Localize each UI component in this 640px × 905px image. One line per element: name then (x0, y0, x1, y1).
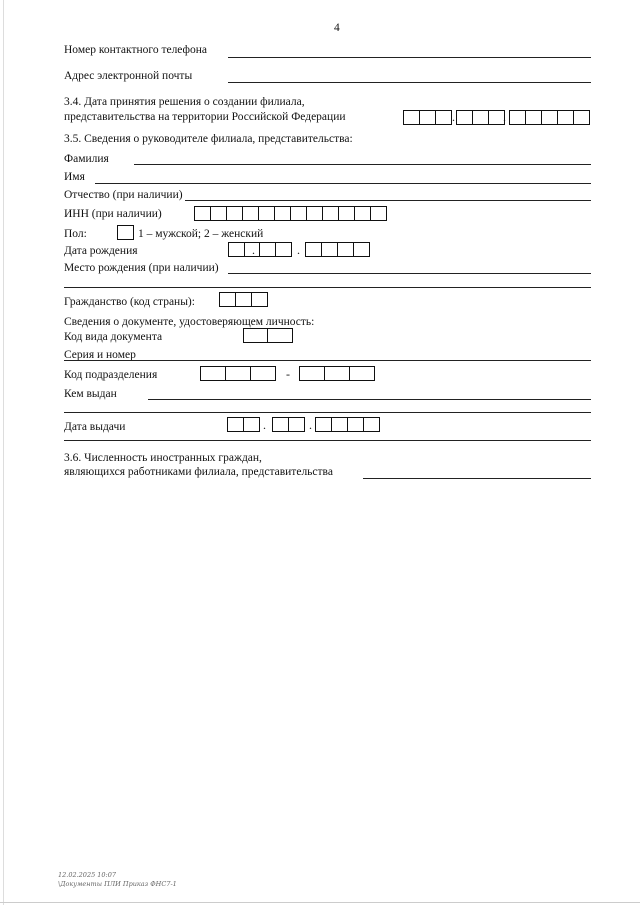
scan-edge-left (3, 0, 4, 905)
document-title: Сведения о документе, удостоверяющем личность: (64, 316, 315, 328)
issue-year-cells[interactable] (315, 417, 380, 432)
email-field[interactable] (228, 82, 591, 83)
s36-field[interactable] (363, 478, 591, 479)
s36-line1: 3.6. Численность иностранных граждан, (64, 452, 262, 464)
citizenship-cells[interactable] (219, 292, 268, 307)
birth-place-label: Место рождения (при наличии) (64, 262, 219, 274)
sex-cell[interactable] (117, 225, 134, 240)
s34-month-cells[interactable] (456, 110, 505, 125)
birth-day-cells[interactable] (228, 242, 261, 257)
issue-dot-2: . (309, 418, 312, 432)
issued-by-field-2[interactable] (64, 412, 591, 413)
series-number-field[interactable] (64, 360, 591, 361)
s34-line2: представительства на территории Российской Федерации (64, 111, 346, 123)
issue-date-label: Дата выдачи (64, 421, 126, 433)
sex-hint: 1 – мужской; 2 – женский (138, 228, 264, 240)
surname-field[interactable] (134, 164, 591, 165)
surname-label: Фамилия (64, 153, 109, 165)
page-number: 4 (334, 22, 340, 34)
s34-dot-2: . (503, 110, 506, 124)
division-code-cells-2[interactable] (299, 366, 375, 381)
doc-type-cells[interactable] (243, 328, 293, 343)
doc-type-label: Код вида документа (64, 331, 163, 343)
issue-date-rule (64, 440, 591, 441)
issue-month-cells[interactable] (272, 417, 305, 432)
birth-month-cells[interactable] (259, 242, 292, 257)
issue-dot-1: . (263, 418, 266, 432)
name-label: Имя (64, 171, 85, 183)
sex-label: Пол: (64, 228, 87, 240)
patronymic-field[interactable] (185, 200, 591, 201)
phone-label: Номер контактного телефона (64, 44, 208, 56)
s34-line1: 3.4. Дата принятия решения о создании филиала, (64, 96, 305, 108)
birth-place-field-2[interactable] (64, 287, 591, 288)
s34-day-cells[interactable] (403, 110, 452, 125)
inn-cells[interactable] (194, 206, 387, 221)
issue-day-cells[interactable] (227, 417, 260, 432)
inn-label: ИНН (при наличии) (64, 208, 162, 220)
patronymic-label: Отчество (при наличии) (64, 189, 183, 201)
citizenship-label: Гражданство (код страны): (64, 296, 195, 308)
issued-by-label: Кем выдан (64, 388, 117, 400)
birth-place-field[interactable] (228, 273, 591, 274)
birth-dot-2: . (297, 243, 300, 257)
footer-timestamp: 12.02.2025 10:07 (58, 871, 117, 879)
s34-year-cells[interactable] (509, 110, 590, 125)
birth-year-cells[interactable] (305, 242, 370, 257)
scan-edge-bottom (0, 902, 640, 903)
birth-dot-1: . (252, 243, 255, 257)
s34-dot-1: . (452, 110, 455, 124)
birth-date-label: Дата рождения (64, 245, 138, 257)
series-number-label: Серия и номер (64, 349, 136, 361)
issued-by-field[interactable] (148, 399, 591, 400)
s36-line2: являющихся работниками филиала, представительства (64, 466, 333, 478)
division-dash: - (286, 367, 290, 381)
phone-field[interactable] (228, 57, 591, 58)
division-code-cells-1[interactable] (200, 366, 276, 381)
email-label: Адрес электронной почты (64, 70, 193, 82)
division-code-label: Код подразделения (64, 369, 158, 381)
footer-path: \Документы ПЛИ Приказ ФНС7-1 (58, 880, 177, 888)
name-field[interactable] (95, 183, 591, 184)
s35-title: 3.5. Сведения о руководителе филиала, представительства: (64, 133, 353, 145)
